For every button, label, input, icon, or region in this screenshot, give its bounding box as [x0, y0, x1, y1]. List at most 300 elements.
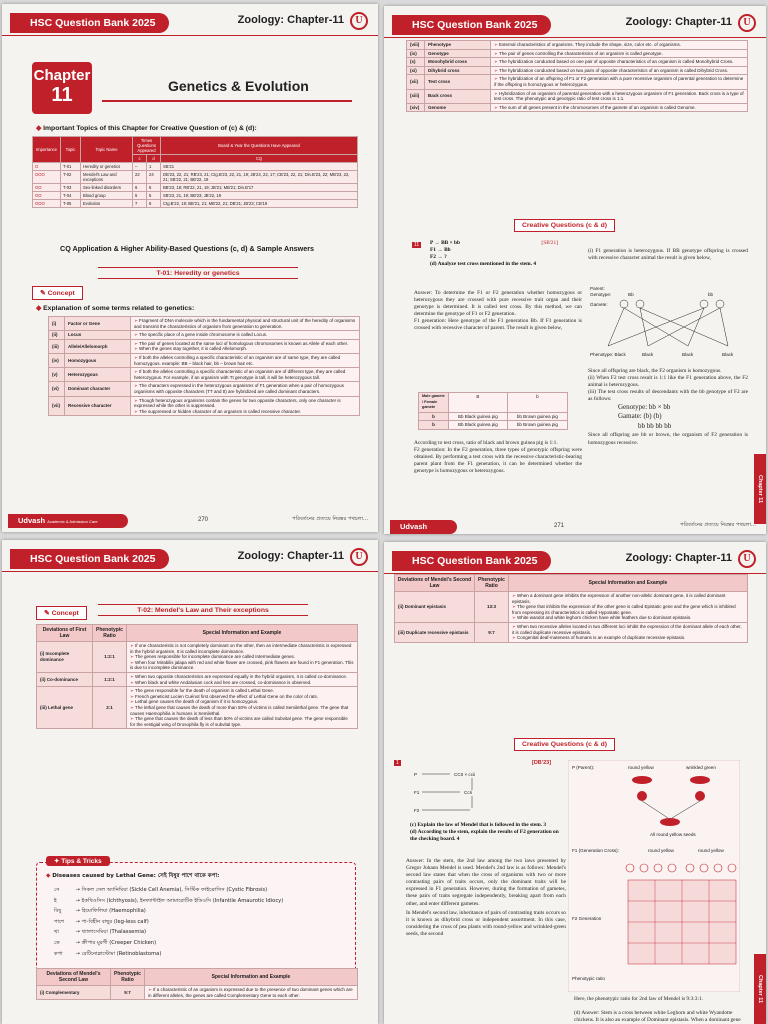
tip-item: কপা → রেটিনোব্লাস্টোমা (Retinoblastoma) — [54, 949, 283, 960]
diamond-bullet-icon: ◆ — [36, 125, 44, 132]
th-c: c — [133, 155, 147, 163]
cell-c: 6 — [133, 184, 147, 192]
th-d: d — [147, 155, 161, 163]
table-row — [395, 592, 748, 623]
stem-f1: F1 — [414, 790, 420, 795]
punnett-row-b: b — [419, 421, 449, 430]
cell-importance: OOO — [33, 200, 61, 208]
info-line: White wandot and white leghorn chicken have white feathers due to dominant epistasis. — [517, 615, 692, 621]
punnett-corner: Male gamete / Female gamete — [419, 393, 449, 413]
page-273 — [384, 542, 766, 1024]
term-def-line: The pair of genes controlling the characteristics of an organism is called genotype. — [498, 50, 663, 56]
th-cq: CQ — [161, 155, 358, 163]
deviation-ratio: 1:2:1 — [93, 672, 127, 686]
cell-importance: O — [33, 163, 61, 171]
tip-disease: ইকথিওসিস (Ichthyosis), ইনফ্যান্টাইল অ্যামারোটিক ইডিওসি (Infantile Amaurotic Idiocy) — [81, 897, 284, 904]
tip-mnemonic: কে — [54, 939, 60, 946]
th-board: Board & Year the Questions Have Appeared — [161, 137, 358, 155]
term-row — [49, 353, 360, 367]
f1-gene-oval — [660, 818, 680, 826]
info-line: The lethal gene that causes the death of more than 50% of victims is called Semilethal gene. The gene that causes Haemophilia in humans is Semilethal. — [130, 704, 349, 716]
deviation-name: (i) Complementary — [37, 986, 111, 1000]
page-271 — [384, 6, 766, 534]
cell-d: 6 — [147, 184, 161, 192]
term-definition: ➢ The pair of genes controlling the characteristics of an organism is called genotype. — [491, 49, 748, 58]
term-number: (xiii) — [407, 89, 425, 103]
table-row — [395, 622, 748, 642]
gamete-circle — [637, 791, 647, 801]
term-def-line: Hybridization of an organism of parental generation with a heterozygous organism of F1 generation. Back cross is a type of test cross. The phenotypic and genotypic ratio of test cross is 1:1. — [494, 90, 744, 102]
deviation-name: (i) Incomplete dominance — [37, 642, 93, 673]
info-line: French geneticist Lucien Cuénot first observed the effect of Lethal Gene on the color of rats. — [135, 693, 319, 699]
first-law-deviations-table — [36, 624, 358, 729]
answer-text-continued: In Mendel's second law, inheritance of pairs of contrasting traits occurs so it is known as dihybrid cross or independent assortment. In this case, considering the cross of pea plants with round-yellow and wrinkled-green seeds, the second — [406, 909, 566, 937]
tips-list — [54, 885, 283, 959]
cell-d: 1 — [147, 163, 161, 171]
female-gamete-label: Female gamete — [422, 399, 438, 410]
term-def-line: If both the alleles controlling a specific characteristic of an organism are of different type, they are called heterozygous. For example, if an organism with Tt genotype is tall, it will be heterozygous tall. — [134, 369, 346, 380]
f1-all: All round yellow seeds — [650, 832, 696, 837]
ratio-text: According to test cross, ratio of black and brown guinea pig is 1:1. — [414, 440, 558, 446]
question-board-tag: [DB'23] — [532, 760, 552, 766]
explanation-heading — [36, 304, 194, 312]
footer-slogan: পরিবর্তনের প্রত্যয়ে নিরন্তর পথচলা... — [680, 522, 756, 528]
term-definition: ➢ The hybridization conducted based on one pair of opposite characteristics of an organism is called Monohybrid Cross. — [491, 58, 748, 67]
term-row — [49, 317, 360, 331]
term-row — [407, 49, 748, 58]
deviation-info: ➢ If one characteristic is not completely dominant on the other, then an intermediate characteristic is expressed in the hybrid organism. It is called incomplete dominance. ➢ The genes responsible for incomplete dominance are called Intermediate genes. ➢ When four Mirabilis jalapa with red and white flower are crossed, pink flowers are found in F1 generation. This is due to incomplete dominance. — [127, 642, 358, 673]
cell-topic-name: Blood group — [81, 192, 133, 200]
punnett-square-left — [418, 392, 568, 430]
chapter-label: Zoology: Chapter-11 — [237, 14, 344, 26]
question-bank-title: HSC Question Bank 2025 — [10, 13, 169, 33]
parent-phenotype: round yellow — [628, 765, 654, 770]
cell-importance: OOO — [33, 171, 61, 184]
question-bank-title: HSC Question Bank 2025 — [392, 551, 551, 571]
tip-mnemonic: ই — [54, 897, 57, 904]
punnett-cell: bb Brown guinea pig — [507, 412, 567, 421]
test-cross-diagram — [588, 284, 750, 366]
th-topic: Topic — [61, 137, 81, 163]
punnett-cell: Bb Black guinea pig — [449, 421, 508, 430]
page-272 — [2, 540, 378, 1024]
important-topics-text: Important Topics of this Chapter for Creative Question of (c) & (d): — [43, 125, 257, 132]
term-definition: ➢ The hybridization of an offspring of F1 or F2 generation with a pure recessive organism of parental generation to determine if the offspring is homozygous or heterozygous. — [491, 75, 748, 89]
table-row — [37, 642, 358, 673]
term-definition: ➢ The pair of genes located at the same loci of homologous chromosomes is known as Allele of each other. ➢ When the genes stay together, it is called Allelomorph. — [131, 339, 360, 353]
bb-parent-recessive: bb — [708, 292, 714, 297]
f1-phenotype: round yellow — [648, 848, 674, 853]
parent-gene-oval — [690, 776, 710, 784]
bb-parent: Bb — [628, 292, 634, 297]
chapter-side-tab: Chapter 11 — [754, 954, 766, 1024]
stem-f2: F2 — [414, 808, 420, 813]
ratio-note: Here, the phenotypic ratio for 2nd law of Mendel is 9:3:3:1. — [574, 996, 704, 1002]
table-header-row — [395, 575, 748, 592]
deviation-ratio: 9:7 — [111, 986, 145, 1000]
term-def-line: If both the alleles controlling a specific characteristic of an organism are of same type, they are called homozygous. example: BB – black hair, bb – brown hair etc. — [134, 354, 341, 366]
answer-text: Answer: To determine the F1 or F2 generation whether homozygous or heterozygous they are crossed with pure recessive trait organ and their genotype is determined. It is called test cross. By this method, we can determine the genotype of F1 or F2 generation. — [414, 290, 582, 318]
f1-phenotype: round yellow — [698, 848, 724, 853]
tips-subtitle — [46, 872, 219, 881]
tip-disease: সিকল সেল অ্যানিমিয়া (Sickle Cell Anemia), সিস্টিক ফাইব্রোসিস (Cystic Fibrosis) — [81, 887, 268, 893]
question-c: (c) Explain the law of Mendel that is followed in the stem. 3 — [410, 822, 547, 828]
term-def-line: The hybridization of an offspring of F1 or F2 generation with a pure recessive organism of parental generation to determine if the offspring is homozygous or heterozygous. — [494, 76, 744, 87]
term-definition: ➢ The specific place of a gene inside chromosome is called Locus. — [131, 331, 360, 340]
info-line: The gene that causes the death of less than 50% of victims are called Subvital gene. The gene responsible for the vestigial wing of Drosophila fly is of subvital type. — [130, 716, 348, 727]
table-header-row — [37, 969, 358, 986]
terms-table — [48, 316, 360, 416]
page-number: 271 — [554, 523, 565, 529]
gamete-circle — [636, 300, 644, 308]
term-def-line: The pair of genes located at the same loci of homologous chromosomes is known as Allele of each other. — [138, 340, 349, 346]
term-row — [407, 58, 748, 67]
tip-item: বিষু → হিমোফিলিয়া (Haemophilia) — [54, 906, 283, 917]
topics-table — [32, 136, 358, 208]
th-info: Special Information and Example — [145, 969, 358, 986]
info-line: The genes responsible for incomplete dominance are called Intermediate genes. — [134, 654, 296, 660]
second-law-deviations-continued — [394, 574, 748, 643]
info-line: If one characteristic is not completely dominant on the other, then an intermediate characteristic is expressed in the hybrid organism. It is called incomplete dominance. — [130, 643, 352, 654]
header-divider — [2, 571, 378, 572]
footer-brand — [8, 514, 128, 528]
cell-c: 7 — [133, 200, 147, 208]
brand-sub: Academic & Admission Care — [47, 519, 98, 524]
pencil-icon: ✎ — [44, 610, 52, 617]
term-number: (ii) — [49, 331, 65, 340]
udvash-logo-icon: U — [738, 14, 756, 32]
tips-title-text: Tips & Tricks — [61, 858, 102, 865]
chapter-label: Zoology: Chapter-11 — [625, 552, 732, 564]
header-divider — [2, 35, 378, 36]
phenotypic-ratio-label: Phenotypic ratio — [572, 976, 605, 981]
term-name: Dominant character — [65, 382, 131, 396]
punnett-row — [419, 412, 568, 421]
th-ratio: Phenotypic Ratio — [111, 969, 145, 986]
footer-slogan: পরিবর্তনের প্রত্যয়ে নিরন্তর পথচলা... — [292, 516, 368, 522]
term-number: (vii) — [49, 396, 65, 416]
cell-board: SB'21 — [161, 163, 358, 171]
stem-parent-cross: CCII × ccii — [454, 772, 476, 777]
cell-importance: OO — [33, 184, 61, 192]
f1-generation-text: F1 generation: Here genotype of the F1 generation Bb. If F1 generation is crossed with recessive character of parent. The result is given below, — [414, 318, 582, 332]
brand-name: Udvash — [18, 516, 46, 525]
punnett-row — [419, 393, 568, 413]
cross-line — [608, 308, 624, 346]
term-name: Heterozygous — [65, 368, 131, 382]
gamete-label: Gamete: — [590, 302, 608, 307]
tip-mnemonic: বিষু — [54, 908, 62, 915]
stem-f1-genotype: CcIi — [464, 790, 472, 795]
page-270 — [2, 4, 378, 532]
deviation-name: (iii) Duplicate recessive epistasis — [395, 622, 475, 642]
chapter-label: Zoology: Chapter-11 — [625, 16, 732, 28]
term-number: (i) — [49, 317, 65, 331]
chapter-number: 11 — [51, 84, 73, 106]
cell-topic: T-03 — [61, 184, 81, 192]
term-row — [49, 382, 360, 396]
checkerboard — [628, 880, 736, 964]
term-def-line: The specific place of a gene inside chromosome is called Locus. — [138, 332, 268, 338]
question-number: 11 — [414, 242, 420, 248]
info-line: The gene responsible for the death of organism is called Lethal Gene. — [134, 688, 275, 694]
term-def-line: When the genes stay together, it is called Allelomorph. — [139, 346, 248, 352]
term-definition: ➢ The characters expressed in the heterozygous organisms of F1 generation when a pair of homozygous organisms with opposite characters (TT and tt) are hybridized are called dominant characters. — [131, 382, 360, 396]
page-header — [2, 540, 378, 574]
term-name: Homozygous — [65, 353, 131, 367]
punnett-cell: bb Brown guinea pig — [507, 421, 567, 430]
tip-item: ই → ইকথিওসিস (Ichthyosis), ইনফ্যান্টাইল অ্যামারোটিক ইডিওসি (Infantile Amaurotic Idiocy) — [54, 896, 283, 907]
footer-brand: Udvash — [390, 520, 457, 534]
creative-questions-label: Creative Questions (c & d) — [514, 738, 615, 751]
gamete-circle — [620, 300, 628, 308]
deviation-ratio: 9:7 — [475, 622, 509, 642]
right-iii-text: (iii) The test cross results of descendants with the bb genotype of F2 are as follows: — [588, 389, 748, 403]
tip-mnemonic: সে — [54, 887, 60, 893]
info-line: Lethal gene causes the death of organism if it is homozygous. — [135, 699, 259, 705]
info-line: When black and white Andalusian cock and hen are crossed, co-dominance is observed. — [135, 679, 312, 685]
topics-table-body — [33, 163, 358, 208]
diamond-bullet-icon: ◆ — [46, 873, 53, 879]
term-definition: ➢ Hybridization of an organism of parental generation with a heterozygous organism of F1 generation. Back cross is a type of test cross. The phenotypic and genotypic ratio of test cross is 1:1. — [491, 89, 748, 103]
deviation-info: ➢ When two recessive alleles located in two different loci inhibit the expression of the dominant allele of each other, it is called duplicate recessive epistasis. ➢ Congenital deaf-muteness of humans is an example of duplicate recessive epistasis. — [509, 622, 748, 642]
cross-line — [640, 308, 648, 346]
cell-board: SB'23, 21, 19; BB'23; JB'22, 19 — [161, 192, 358, 200]
t01-topic-bar: T-01: Heredity or genetics — [98, 267, 298, 279]
question-board-tag: [SB'21] — [541, 240, 558, 246]
cell-topic: T-04 — [61, 192, 81, 200]
cell-topic-name: Heredity or genetics — [81, 163, 133, 171]
term-name: Genome — [425, 103, 491, 112]
explanation-text: Explanation of some terms related to genetics: — [43, 305, 195, 312]
deviation-info: ➢ The gene responsible for the death of organism is called Lethal Gene. ➢ French geneticist Lucien Cuénot first observed the effect of Lethal Gene on the color of rats. ➢ Lethal gene causes the death of organism if it is homozygous. ➢ The lethal gene that causes the death of more than 50% of victims is called Semilethal gene. The gene that causes Haemophilia in humans is Semilethal. ➢ The gene that causes the death of less than 50% of victims are called Subvital gene. The gene responsible for the vestigial wing of Drosophila fly is of subvital type. — [127, 687, 358, 729]
terms-table-continued — [406, 40, 748, 112]
tip-disease: রেটিনোব্লাস্টোমা (Retinoblastoma) — [81, 950, 162, 957]
question-d: (d) Analyze test cross mentioned in the stem. 4 — [430, 261, 537, 268]
cell-topic: T-01 — [61, 163, 81, 171]
term-name: Allele/Allelomorph — [65, 339, 131, 353]
all-black-text: Since all offspring are black, the F2 organism is homozygous. — [588, 368, 722, 374]
cell-d: 5 — [147, 192, 161, 200]
deviation-info: ➢ If a characteristic of an organism is expressed due to the presence of two dominant genes which are in different alleles, the genes are called Complementary Gene to each other. — [145, 986, 358, 1000]
t02-topic-bar: T-02: Mendel's Law and Their exceptions — [98, 604, 308, 616]
term-row — [407, 103, 748, 112]
cell-c: – — [133, 163, 147, 171]
second-law-deviations-table — [36, 968, 358, 1000]
question-d: (d) According to the stem, explain the results of F2 generation on the checking board. 4 — [410, 829, 559, 843]
gamete-circle — [695, 791, 705, 801]
cell-topic: T-02 — [61, 171, 81, 184]
page-header — [384, 6, 766, 40]
concept-label — [32, 286, 83, 300]
generation-cross-label: F1 (Generation Cross): — [572, 848, 619, 853]
tip-item: থা → থ্যালাসেমিয়া (Thalassemia) — [54, 927, 283, 938]
punnett-cell: Bb Black guinea pig — [449, 412, 508, 421]
tip-mnemonic: পাশে — [54, 918, 65, 925]
stem-line: F2 → ? — [430, 254, 447, 261]
tip-item: সে → সিকল সেল অ্যানিমিয়া (Sickle Cell Anemia), সিস্টিক ফাইব্রোসিস (Cystic Fibrosis) — [54, 885, 283, 896]
term-definition: ➢ Fragment of DNA molecule which is the fundamental physical and structural unit of the heredity of organisms and transmit the characteristics of organism from generation to generation. — [131, 317, 360, 331]
deviation-name: (ii) Dominant epistasis — [395, 592, 475, 623]
term-def-line: External characteristics of organisms. They include the shape, size, color etc. of organisms. — [499, 42, 682, 47]
gamete-circle — [716, 300, 724, 308]
term-def-line: The sum of all genes present in the chromosomes of the gamete of an organism is called Genome. — [498, 104, 696, 110]
table-row — [37, 687, 358, 729]
cross-line — [688, 308, 704, 346]
table-row — [37, 986, 358, 1000]
answer-left-column — [414, 290, 582, 333]
term-number: (iii) — [49, 339, 65, 353]
question-stem — [430, 240, 580, 268]
cq-heading: CQ Application & Higher Ability-Based Questions (c, d) & Sample Answers — [60, 244, 314, 253]
th-info: Special Information and Example — [509, 575, 748, 592]
chapter-side-tab: Chapter 11 — [754, 454, 766, 524]
term-row — [407, 75, 748, 89]
tip-mnemonic: থা — [54, 929, 59, 936]
deviation-info: ➢ When two opposite characteristics are expressed equally in the hybrid organism, it is called co-dominance. ➢ When black and white Andalusian cock and hen are crossed, co-dominance is observed. — [127, 672, 358, 686]
term-name: Genotype — [425, 49, 491, 58]
phenotype-value: Black — [642, 352, 654, 357]
info-line: Congenital deaf-muteness of humans is an example of duplicate recessive epistasis. — [517, 635, 686, 641]
answer-right-continued — [588, 368, 748, 447]
table-row — [33, 200, 358, 208]
lightbulb-icon: ✦ — [54, 858, 62, 865]
chapter-title: Genetics & Evolution — [102, 72, 352, 102]
term-row — [49, 368, 360, 382]
term-def-line: The hybridization conducted based on two pairs of opposite characteristics of an organism is called Dihybrid Cross. — [498, 67, 729, 73]
parent-gene-oval — [632, 776, 652, 784]
term-number: (xi) — [407, 66, 425, 75]
term-number: (xiv) — [407, 103, 425, 112]
cell-topic-name: Sex-linked disorders — [81, 184, 133, 192]
term-def-line: Fragment of DNA molecule which is the fundamental physical and structural unit of the heredity of organisms and transmit the characteristics of organism from generation to generation. — [134, 318, 356, 329]
tip-mnemonic: কপা — [54, 950, 63, 957]
diamond-bullet-icon: ◆ — [36, 305, 44, 312]
term-def-line: The characters expressed in the heterozygous organisms of F1 generation when a pair of homozygous organisms with opposite characters (TT and tt) are hybridized are called dominant characters. — [134, 383, 344, 394]
phenotype-value: Black — [682, 352, 694, 357]
term-def-line: Though heterozygous organisms contain the genes for two opposite characters, only one character is expressed while the other is suppressed. — [134, 397, 341, 409]
cell-board: BB'23, 18; RB'22, 21, 19; JB'21; MB'21; Din.B'17 — [161, 184, 358, 192]
term-definition: ➢ The sum of all genes present in the chromosomes of the gamete of an organism is called Genome. — [491, 103, 748, 112]
deviation-info: ➢ When a dominant gene inhibits the expression of another non-allelic dominant gene, it is called dominant epistasis. ➢ The gene that inhibits the expression of the other gene is called Epistatic gene and the gene which is inhibited from expressing its characteristics is called Hypostatic gene. ➢ White wandot and white leghorn chicken have white feathers due to dominant epistasis. — [509, 592, 748, 623]
stem-cross-diagram — [410, 766, 560, 818]
table-row — [37, 672, 358, 686]
male-gamete-label: Male gamete — [422, 394, 445, 398]
cell-d: 8 — [147, 200, 161, 208]
header-divider — [384, 37, 766, 38]
th-deviation: Deviations of First Law — [37, 625, 93, 642]
page-footer — [384, 520, 766, 534]
term-name: Test cross — [425, 75, 491, 89]
stem-line: P → BB × bb — [430, 240, 461, 246]
info-line: When a dominant gene inhibits the expression of another non-allelic dominant gene, it is called dominant epistasis. — [512, 593, 726, 604]
cell-c: 22 — [133, 171, 147, 184]
term-name: Phenotype — [425, 41, 491, 50]
info-line: When two recessive alleles located in two different loci inhibit the expression of the dominant allele of each other, it is called duplicate recessive epistasis. — [512, 623, 742, 635]
udvash-logo-icon: U — [350, 548, 368, 566]
info-line: If a characteristic of an organism is expressed due to the presence of two dominant genes which are in different alleles, the genes are called Complementary Gene to each other. — [148, 987, 353, 998]
term-definition: ➢ The hybridization conducted based on two pairs of opposite characteristics of an organism is called Dihybrid Cross. — [491, 66, 748, 75]
table-row — [33, 171, 358, 184]
right-ii-text: (ii) When F2 test cross result is 1:1 like the F1 generation above, the F2 animal is heterozygous. — [588, 375, 748, 389]
gamete-circle — [700, 300, 708, 308]
term-number: (v) — [49, 368, 65, 382]
tip-disease: পা-বিহীন বাছুর (leg-less calf) — [81, 918, 149, 925]
cross-line — [648, 308, 720, 346]
stem-line: F1 → Bb — [430, 247, 451, 254]
cell-board: Ctg.B'22, 19; BB'21, 21; MB'22, 21; DB'21; JB'23; CB'19 — [161, 200, 358, 208]
term-definition: ➢ External characteristics of organisms. They include the shape, size, color etc. of organisms. — [491, 41, 748, 50]
term-number: (x) — [407, 58, 425, 67]
genotype-label: Genotype: — [590, 292, 612, 297]
question-bank-title: HSC Question Bank 2025 — [10, 549, 169, 569]
conclusion-text: Since all offspring are bb or brown, the organism of F2 generation is homozygous recessive. — [588, 432, 748, 446]
th-ratio: Phenotypic Ratio — [93, 625, 127, 642]
term-def-line: The hybridization conducted based on one pair of opposite characteristics of an organism is called Monohybrid Cross. — [498, 59, 734, 65]
stem-p: P — [414, 772, 418, 777]
deviation-ratio: 13:3 — [475, 592, 509, 623]
th-topic-name: Topic Name — [81, 137, 133, 163]
tip-item: কে → ক্রীপার মুরগী (Creeper Chicken) — [54, 938, 283, 949]
deviation-ratio: 2:1 — [93, 687, 127, 729]
gamete-line: Gamate: (b) (b) — [618, 412, 662, 421]
punnett-row-b: b — [419, 412, 449, 421]
cell-board: DB'23, 22, 21; RB'23, 21; Ctg.B'23, 22, 21, 19; JB'23, 22, 17; CB'23, 22, 21; Din.B'23, 22; MB'23, 22, 21; SB'22, 21; BB'22, 19 — [161, 171, 358, 184]
info-line: The gene that inhibits the expression of the other gene is called Epistatic gene and the gene which is inhibited from expressing its characteristics is called Hypostatic gene. — [512, 604, 736, 615]
th-times: Times Questions Appeared — [133, 137, 161, 155]
tip-item: পাশে → পা-বিহীন বাছুর (leg-less calf) — [54, 917, 283, 928]
th-deviation: Deviations of Mendel's Second Law — [395, 575, 475, 592]
page-number: 270 — [198, 517, 209, 523]
term-row — [407, 66, 748, 75]
term-number: (viii) — [407, 41, 425, 50]
page-footer — [2, 514, 378, 528]
term-row — [49, 339, 360, 353]
info-line: When two opposite characteristics are expressed equally in the hybrid organism, it is called co-dominance. — [135, 673, 348, 679]
cross-line — [608, 308, 704, 346]
page-header — [384, 542, 766, 576]
term-number: (xii) — [407, 75, 425, 89]
answer-d-text: (d) Answer: Stem is a cross between white Leghorn and white Wyandotte chickens. It is also an example of Dominant epistasis. When a dominant gene — [574, 1010, 741, 1024]
term-name: Monohybrid cross — [425, 58, 491, 67]
parent-label: P (Parent): — [572, 765, 595, 770]
offspring-line: bb bb bb bb — [638, 422, 672, 431]
creative-questions-label: Creative Questions (c & d) — [514, 219, 615, 232]
cell-topic: T-05 — [61, 200, 81, 208]
term-definition: ➢ If both the alleles controlling a specific characteristic of an organism are of same type, they are called homozygous. example: BB – black hair, bb – brown hair etc. — [131, 353, 360, 367]
cell-importance: OO — [33, 192, 61, 200]
tips-subtitle-text: Diseases caused by Lethal Gene: সেই বিষুর পাশে থাকে কপা: — [52, 873, 220, 879]
th-ratio: Phenotypic Ratio — [475, 575, 509, 592]
term-def-line: The suppressed or hidden character of an organism is called recessive character. — [138, 408, 302, 414]
question-bank-title: HSC Question Bank 2025 — [392, 15, 551, 35]
parent-label: Parent: — [590, 286, 605, 291]
punnett-header-b: b — [507, 393, 567, 413]
answer-left-column — [406, 858, 566, 938]
term-name: Locus — [65, 331, 131, 340]
term-row — [407, 89, 748, 103]
info-line: When four Mirabilis jalapa with red and white flower are crossed, pink flowers are found in F1 generation. This is due to incomplete dominance. — [130, 659, 354, 671]
term-row — [49, 331, 360, 340]
punnett-header-B: B — [449, 393, 508, 413]
deviation-name: (iii) Lethal gene — [37, 687, 93, 729]
cell-topic-name: Mendel's Law and exceptions — [81, 171, 133, 184]
tip-disease: ক্রীপার মুরগী (Creeper Chicken) — [81, 939, 157, 946]
concept-label — [36, 606, 87, 620]
th-info: Special Information and Example — [127, 625, 358, 642]
table-row — [33, 163, 358, 171]
term-definition: ➢ Though heterozygous organisms contain the genes for two opposite characters, only one character is expressed while the other is suppressed. ➢ The suppressed or hidden character of an organism is called recessive character. — [131, 396, 360, 416]
